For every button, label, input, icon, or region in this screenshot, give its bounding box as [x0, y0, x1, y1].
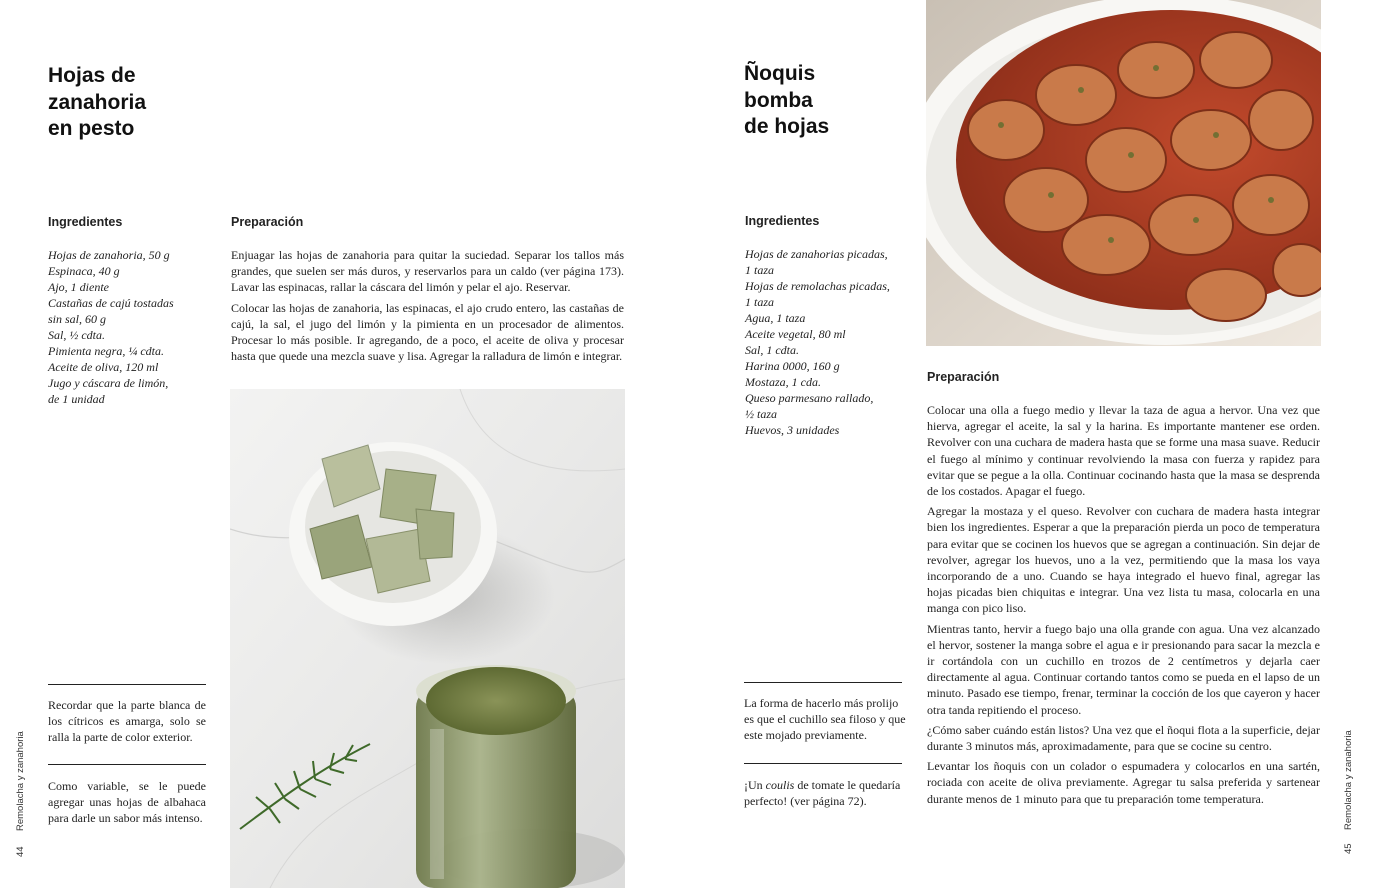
ingredient-item: Hojas de zanahoria, 50 g: [48, 248, 170, 262]
ingredient-item: 1 taza: [745, 263, 775, 277]
ingredient-item: Sal, 1 cdta.: [745, 343, 799, 357]
title-line: Hojas de: [48, 64, 136, 87]
title-line: Ñoquis: [744, 62, 816, 85]
preparation-text: [927, 402, 1320, 811]
tip-note: Recordar que la parte blanca de los cítricos es amarga, solo se ralla la parte de color exterior.: [48, 698, 206, 744]
ingredients-list: [48, 247, 218, 407]
title-line: bomba: [744, 88, 813, 112]
title-line: de hojas: [744, 115, 830, 138]
ingredient-item: Queso parmesano rallado,: [745, 391, 874, 405]
ingredient-item: Huevos, 3 unidades: [745, 423, 840, 437]
coulis-word: coulis: [765, 778, 795, 792]
ingredient-item: Harina 0000, 160 g: [745, 359, 840, 373]
ingredient-item: Ajo, 1 diente: [48, 280, 109, 294]
ingredient-item: sin sal, 60 g: [48, 312, 107, 326]
coulis-note: [744, 777, 906, 809]
ingredient-item: Hojas de remolachas picadas,: [745, 279, 890, 293]
section-label: Remolacha y zanahoria: [1343, 730, 1354, 830]
ingredient-item: Castañas de cajú tostadas: [48, 296, 174, 310]
ingredients-list: [745, 246, 915, 438]
preparation-paragraph: Colocar las hojas de zanahoria, las espinacas, el ajo crudo entero, las castañas de cajú, la sal, el jugo del limón y la pimienta en un procesador de alimentos. Procesar lo más posible. Ir agregando, de a poco, el aceite de oliva y procesar hasta que quede una mezcla suave y lisa. Agregar la ralladura de limón e integrar.: [231, 300, 624, 364]
page-number: 44: [15, 846, 26, 857]
pesto-photo: [230, 389, 625, 888]
title-line: en pesto: [48, 117, 135, 140]
note-divider: [48, 684, 206, 685]
tip-note: La forma de hacerlo más prolijo es que el cuchillo sea filoso y que este mojado previamente.: [744, 696, 906, 742]
coulis-note-end: de tomate le quedaría perfecto! (ver página 72).: [744, 778, 901, 808]
ingredient-item: ½ taza: [745, 407, 778, 421]
ingredients-heading: Ingredientes: [745, 214, 820, 228]
preparation-paragraph: Levantar los ñoquis con un colador o espumadera y colocarlos en una sartén, rociada con aceite de oliva previamente. Agregar tu salsa preferida y sartenear durante menos de 1 minuto para que tu preparación tome temperatura.: [927, 759, 1320, 806]
note-divider: [744, 763, 902, 764]
ingredient-item: Aceite vegetal, 80 ml: [745, 327, 846, 341]
ingredient-item: Espinaca, 40 g: [48, 264, 120, 278]
ingredients-heading: Ingredientes: [48, 215, 123, 229]
ingredient-item: Sal, ½ cdta.: [48, 328, 105, 342]
note-divider: [744, 682, 902, 683]
page-number: 45: [1343, 843, 1354, 854]
ingredient-item: Aceite de oliva, 120 ml: [48, 360, 159, 374]
title-line: zanahoria: [48, 90, 147, 114]
preparation-paragraph: Agregar la mostaza y el queso. Revolver con cuchara de madera hasta integrar bien los ingredientes. Esperar a que la preparación pierda un poco de temperatura para evitar que se cocinen los huevos que se agregan a continuación. Sin dejar de revolver, agregar los huevos, uno a la vez, permitiendo que la masa los vaya incorporando de a uno. Cuando se haya integrado el huevo final, agregar las hojas picadas bien chiquitas e integrar. Una vez lista tu masa, colocarla en una manga con pico liso.: [927, 504, 1320, 616]
preparation-heading: Preparación: [927, 370, 1000, 384]
variation-note: Como variable, se le puede agregar unas hojas de albahaca para darle un sabor más intenso.: [48, 779, 206, 825]
preparation-paragraph: ¿Cómo saber cuándo están listos? Una vez que el ñoqui flota a la superficie, dejar durante 3 minutos más, aproximadamente, para que se cocine su centro.: [927, 722, 1320, 754]
ingredient-item: Pimienta negra, ¼ cdta.: [48, 344, 164, 358]
ingredient-item: Agua, 1 taza: [745, 311, 806, 325]
preparation-heading: Preparación: [231, 215, 304, 229]
ingredient-item: Mostaza, 1 cda.: [745, 375, 821, 389]
left-page: [0, 0, 693, 888]
preparation-paragraph: Enjuagar las hojas de zanahoria para quitar la suciedad. Separar los tallos más grandes, que suelen ser más duros, y reservarlos para un caldo (ver página 173). Lavar las espinacas, rallar la cáscara del limón y pelar el ajo. Reservar.: [231, 248, 624, 295]
section-label: Remolacha y zanahoria: [15, 731, 26, 831]
recipe-title-noquis: [744, 61, 829, 141]
right-page: [693, 0, 1387, 888]
ingredient-item: 1 taza: [745, 295, 775, 309]
note-divider: [48, 764, 206, 765]
preparation-paragraph: Mientras tanto, hervir a fuego bajo una olla grande con agua. Una vez alcanzado el hervor, sostener la manga sobre el agua e ir presionando para sacar la mezcla e ir cortándola con un cuchillo en trozos de 2 centímetros y dejarla caer directamente al agua. Continuar cortando tantos como se pueda en el lapso de un minuto. Pasado ese tiempo, frenar, terminar la cocción de los que cayeron y hacer otra tanda repitiendo el proceso.: [927, 621, 1320, 717]
coulis-note-start: ¡Un: [744, 778, 766, 792]
ingredient-item: Jugo y cáscara de limón,: [48, 376, 169, 390]
noquis-photo: [926, 0, 1321, 346]
preparation-paragraph: Colocar una olla a fuego medio y llevar la taza de agua a hervor. Una vez que hierva, agregar el aceite, la sal y la harina. Es importante mantener ese orden. Revolver con una cuchara de madera hasta que se forme una masa suave. Reducir el fuego al mínimo y continuar revolviendo la masa con fuerza y rapidez para evitar que se pegue a la olla. Continuar cocinando hasta que la masa se desprenda de los costados. Apagar el fuego.: [927, 403, 1320, 499]
ingredient-item: Hojas de zanahorias picadas,: [745, 247, 888, 261]
ingredient-item: de 1 unidad: [48, 392, 105, 406]
preparation-text: [231, 247, 624, 368]
recipe-title-pesto: [48, 63, 146, 143]
